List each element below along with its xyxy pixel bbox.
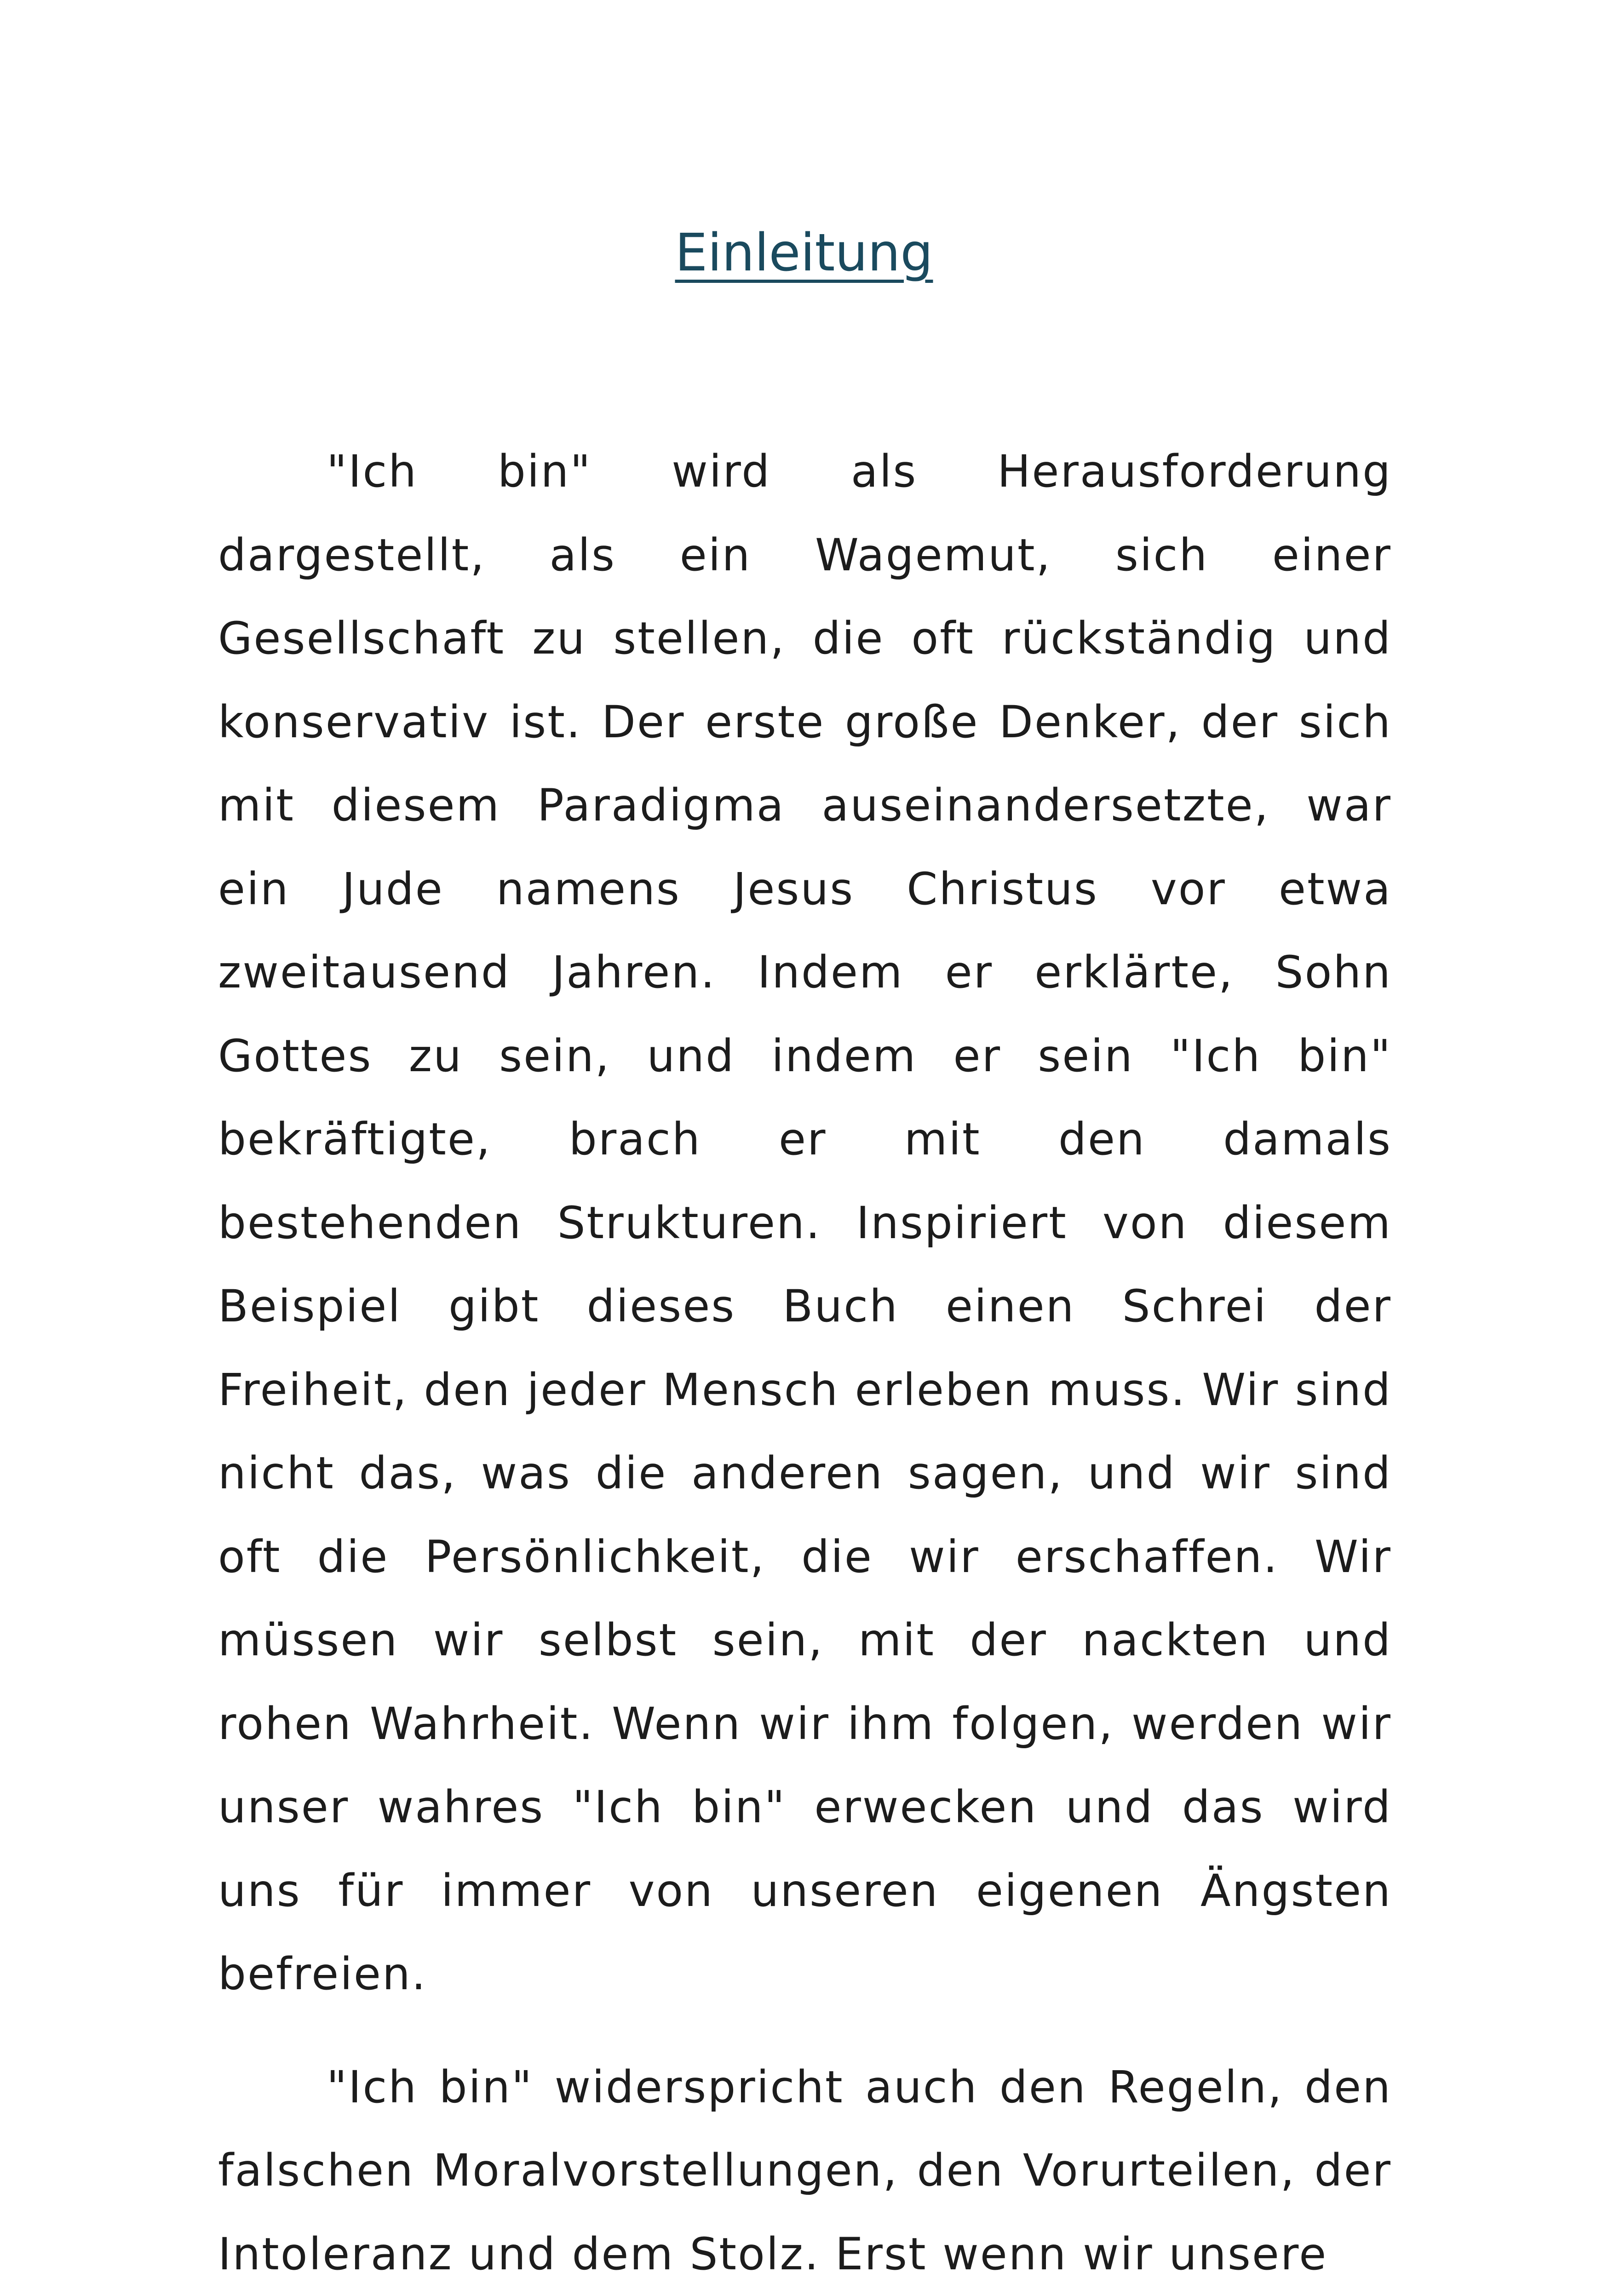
body-text xyxy=(218,430,1392,2296)
paragraph-2: "Ich bin" widerspricht auch den Regeln, den falschen Moralvorstellungen, den Vorurteilen, der Intoleranz und dem Stolz. Erst wenn wir unsere xyxy=(218,2046,1392,2296)
page-title: Einleitung xyxy=(0,216,1608,290)
paragraph-1: "Ich bin" wird als Herausforderung dargestellt, als ein Wagemut, sich einer Gesellschaft zu stellen, die oft rückständig und konservativ ist. Der erste große Denker, der sich mit diesem Paradigma auseinandersetzte, war ein Jude namens Jesus Christus vor etwa zweitausend Jahren. Indem er erklärte, Sohn Gottes zu sein, und indem er sein "Ich bin" bekräftigte, brach er mit den damals bestehenden Strukturen. Inspiriert von diesem Beispiel gibt dieses Buch einen Schrei der Freiheit, den jeder Mensch erleben muss. Wir sind nicht das, was die anderen sagen, und wir sind oft die Persönlichkeit, die wir erschaffen. Wir müssen wir selbst sein, mit der nackten und rohen Wahrheit. Wenn wir ihm folgen, werden wir unser wahres "Ich bin" erwecken und das wird uns für immer von unseren eigenen Ängsten befreien. xyxy=(218,430,1392,2016)
